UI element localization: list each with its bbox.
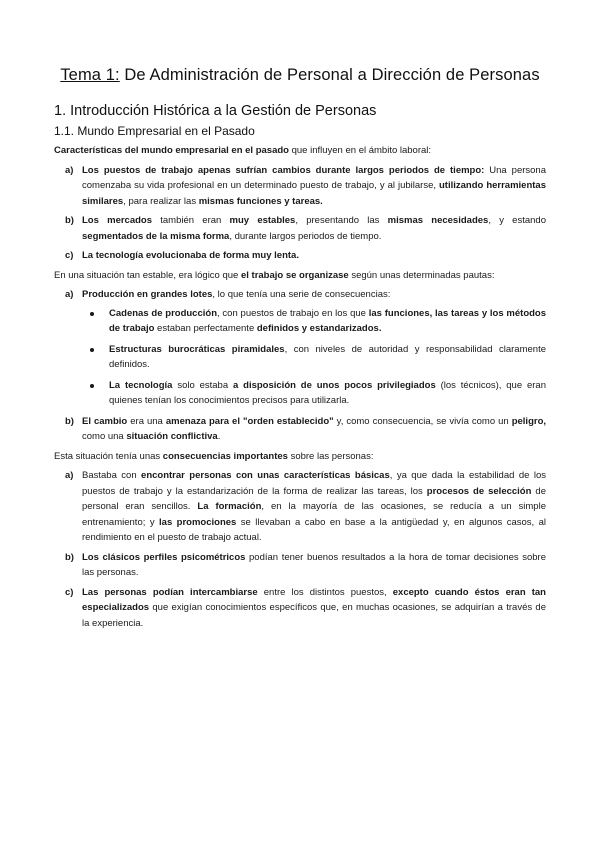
bold-text: a disposición de unos pocos privilegiados bbox=[233, 379, 436, 391]
text-run: era una bbox=[127, 415, 166, 427]
bold-text: consecuencias importantes bbox=[162, 450, 288, 462]
text-run: podían tener buenos resultados a la hora de tomar decisiones sobre las personas. bbox=[82, 551, 547, 578]
text-run: , lo que tenía una serie de consecuencias: bbox=[212, 289, 391, 300]
bold-text: Estructuras burocráticas piramidales bbox=[109, 343, 285, 355]
bullet-item bbox=[82, 306, 546, 337]
bold-text: excepto cuando éstos eran tan especializados bbox=[82, 586, 546, 613]
bold-text: segmentados de la misma forma bbox=[82, 230, 230, 242]
list-item bbox=[54, 163, 546, 210]
text-run: , en la mayoría de las ocasiones, se reducía a un simple entrenamiento; y bbox=[82, 501, 546, 528]
section-heading: 1. Introducción Histórica a la Gestión de Personas bbox=[54, 103, 377, 119]
text-run: estaban perfectamente bbox=[154, 323, 257, 334]
text-run: sobre las personas: bbox=[287, 450, 374, 462]
bullet-dot-icon bbox=[90, 384, 94, 388]
bullet-dot-icon bbox=[90, 312, 94, 316]
bold-text: La formación bbox=[197, 501, 262, 512]
list-marker: b) bbox=[65, 551, 74, 563]
bullet-item bbox=[82, 342, 546, 373]
bold-text: El cambio bbox=[82, 415, 128, 427]
list-item bbox=[54, 550, 546, 581]
text-run: que influyen en el ámbito laboral: bbox=[288, 145, 432, 156]
bold-text: Los clásicos perfiles psicométricos bbox=[82, 551, 246, 563]
bold-text: utilizando herramientas similares bbox=[82, 180, 546, 207]
text-run: se llevaban a cabo en base a la antigüedad y, en algunos casos, al rendimiento en el puesto de trabajo actual. bbox=[82, 516, 547, 543]
subsection-heading: 1.1. Mundo Empresarial en el Pasado bbox=[54, 124, 255, 138]
title-text: De Administración de Personal a Dirección de Personas bbox=[119, 66, 540, 84]
bold-text: mismas necesidades bbox=[387, 215, 489, 226]
text-run: . bbox=[217, 431, 221, 442]
list-item bbox=[54, 585, 546, 632]
bold-text: situación conflictiva bbox=[126, 431, 218, 442]
text-run: solo estaba bbox=[172, 379, 233, 391]
list-organization bbox=[54, 287, 546, 445]
list-item bbox=[54, 213, 546, 244]
intro-paragraph-1 bbox=[54, 143, 546, 159]
list-marker: a) bbox=[65, 289, 74, 300]
document-title bbox=[54, 66, 546, 85]
text-run: de personal eran sencillos. bbox=[82, 485, 546, 512]
bold-text: peligro, bbox=[511, 415, 547, 427]
bold-text: las funciones, las tareas y los métodos de trabajo bbox=[109, 307, 547, 334]
bold-text: el trabajo se organizase bbox=[240, 269, 349, 281]
text-run: Bastaba con bbox=[82, 470, 142, 481]
list-consequences bbox=[54, 468, 546, 631]
text-run: , con puestos de trabajo en los que bbox=[217, 307, 369, 319]
bold-text: las promociones bbox=[159, 516, 237, 528]
bullet-list bbox=[82, 306, 546, 409]
bold-text: muy estables bbox=[229, 215, 296, 226]
bold-text: definidos y estandarizados. bbox=[256, 323, 382, 334]
list-item bbox=[54, 468, 546, 546]
bold-text: Características del mundo empresarial en el pasado bbox=[54, 145, 289, 156]
list-marker: c) bbox=[65, 250, 74, 261]
bold-text: Cadenas de producción bbox=[109, 307, 217, 319]
text-run: , ya que dada la estabilidad de los puestos de trabajo y la estandarización de la forma de realizar las tareas, los bbox=[82, 470, 546, 497]
text-run: Una persona comenzaba su vida profesional en un determinado puesto de trabajo, y al jubilarse, bbox=[82, 164, 546, 191]
text-run: según unas determinadas pautas: bbox=[348, 269, 495, 281]
text-run: En una situación tan estable, era lógico que bbox=[54, 269, 241, 281]
list-marker: a) bbox=[65, 470, 74, 481]
list-item bbox=[54, 414, 546, 445]
title-prefix: Tema 1: bbox=[60, 66, 120, 84]
intro-paragraph-2 bbox=[54, 268, 546, 284]
list-marker: a) bbox=[65, 164, 74, 176]
text-run: entre los distintos puestos, bbox=[257, 586, 393, 598]
bold-text: Los puestos de trabajo apenas sufrían cambios durante largos periodos de tiempo: bbox=[82, 164, 485, 176]
list-marker: b) bbox=[65, 215, 74, 226]
text-run: como una bbox=[82, 431, 127, 442]
list-item bbox=[54, 287, 546, 409]
text-run: , durante largos periodos de tiempo. bbox=[229, 230, 382, 242]
text-run: (los técnicos), que eran quienes tenían los conocimientos precisos para utilizarla. bbox=[109, 379, 547, 406]
bold-text: La tecnología bbox=[109, 379, 173, 391]
bold-text: La tecnología evolucionaba de forma muy lenta. bbox=[82, 250, 299, 261]
bold-text: Los mercados bbox=[82, 215, 153, 226]
bold-text: amenaza para el "orden establecido" bbox=[165, 415, 334, 427]
text-run: también eran bbox=[152, 215, 230, 226]
bullet-item bbox=[82, 378, 546, 409]
list-marker: b) bbox=[65, 415, 74, 427]
bold-text: Las personas podían intercambiarse bbox=[82, 586, 258, 598]
text-run: , y estando bbox=[488, 215, 546, 226]
bold-text: encontrar personas con unas características básicas bbox=[141, 470, 390, 481]
text-run: que exigían conocimientos específicos que, en muchas ocasiones, se adquirían a través de la experiencia. bbox=[82, 602, 546, 629]
intro-paragraph-3 bbox=[54, 449, 546, 465]
text-run: , presentando las bbox=[295, 215, 388, 226]
text-run: Esta situación tenía unas bbox=[54, 450, 163, 462]
text-run: y, como consecuencia, se vivía como un bbox=[333, 415, 512, 427]
text-run: , para realizar las bbox=[123, 195, 199, 207]
text-run: , con niveles de autoridad y responsabilidad claramente definidos. bbox=[109, 343, 546, 370]
list-characteristics bbox=[54, 163, 546, 264]
bullet-dot-icon bbox=[90, 348, 94, 352]
list-marker: c) bbox=[65, 586, 74, 598]
list-item bbox=[54, 248, 546, 264]
bold-text: procesos de selección bbox=[426, 485, 532, 497]
bold-text: mismas funciones y tareas. bbox=[198, 195, 323, 207]
bold-text: Producción en grandes lotes bbox=[82, 289, 213, 300]
